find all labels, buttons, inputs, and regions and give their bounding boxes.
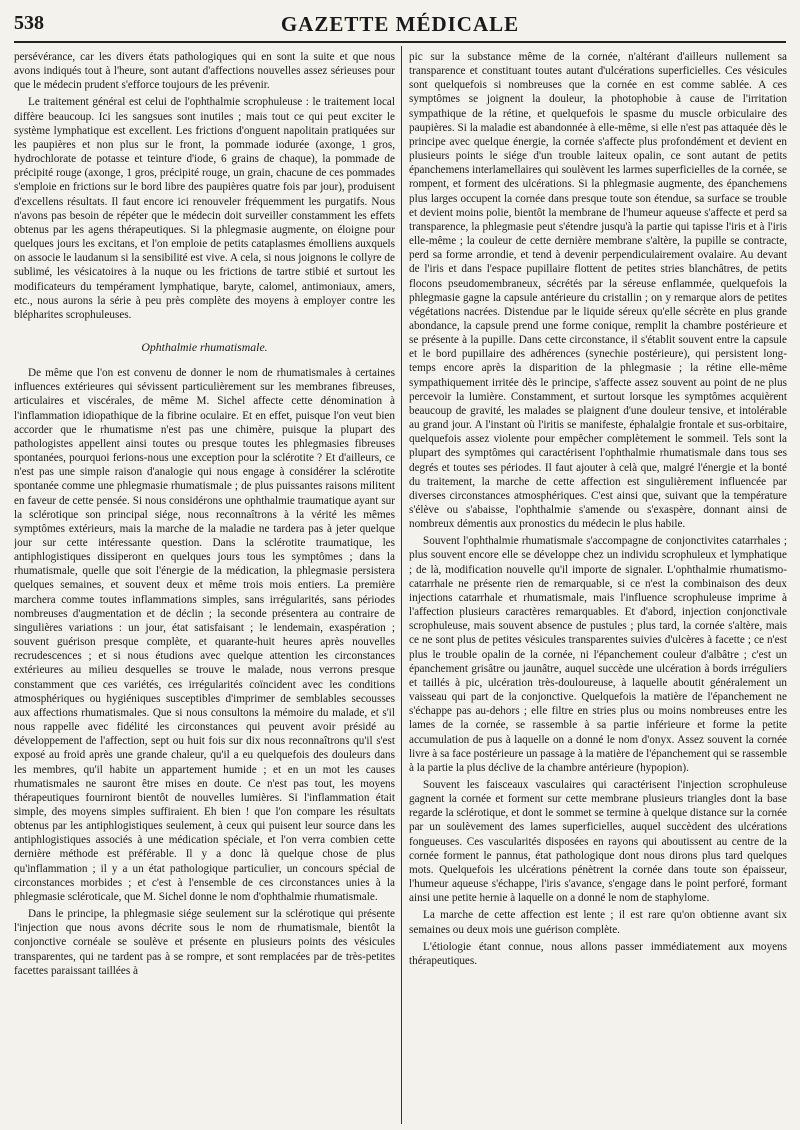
paragraph: Souvent les faisceaux vasculaires qui caractérisent l'injection scrophuleuse gagnent la cornée et forment sur cette membrane plusieurs triangles dont la base regarde la sclérotique, et dont le sommet se termine à quelque distance sur la cornée par un soulèvement des lames superficielles, auquel succèdent des ulcérations fongueuses. Ces vascularités disposées en rayons qui aboutissent au centre de la cornée forment le pannus, état pathologique dont nous dirons plus tard quelques mots. Quelquefois les ulcérations pénètrent la cornée dans toute son épaisseur, l'humeur aqueuse s'échappe, l'iris s'avance, s'engage dans le point perforé, formant ainsi une petite hernie à laquelle on a donné le nom de staphylome. [409,778,787,905]
paragraph: pic sur la substance même de la cornée, n'altérant d'ailleurs nullement sa transparence et constituant toutes autant d'ulcérations superficielles. Ces vésicules sont quelquefois si nombreuses que la cornée en est comme sablée. A ces symptômes se joignent la douleur, la photophobie à cause de l'irritation sympathique de la rétine, et quelquefois le spasme du muscle orbiculaire des paupières. Si la maladie est abandonnée à elle-même, si elle n'est pas attaquée dès le principe avec quelque énergie, la cornée s'affecte plus profondément et devient en plusieurs points le siége d'un trouble laiteux opalin, ce sont autant de petits épanchemens interlamellaires qui soulèvent les larmes superficielles de la cornée, se rompent, et forment des ulcérations. Si la phlegmasie augmente, des épanchemens plus larges occupent la cornée dans presque toute son étendue, sa surface se trouble et devient moins polie, bientôt la membrane de l'humeur aqueuse s'affecte et perd sa transparence, la phlegmasie peut s'étendre jusqu'à la partie qui tapisse l'iris et à l'iris elle-même ; la couleur de cette dernière membrane s'altère, la pupille se contracte, perd sa forme arrondie, et tend à devenir perpendiculairement ovalaire. Au devant de l'iris et dans l'espace pupillaire flottent de petites stries blanchâtres, de petits flocons pseudomembraneux, sécrétés par la séreuse enflammée, quelquefois la phlegmasie gagne la capsule antérieure du cristallin ; on y remarque alors de petites végétations nacrées. Distendue par le liquide séreux qu'elle sécrète en plus grande abondance, la capsule prend une forme conique, remplit la chambre postérieure et se présente à la pupille. Dans cette circonstance, il s'établit souvent entre la capsule et le bord pupillaire des adhérences (synechie postérieure), qui persistent long-temps encore après la disparition de la phlegmasie ; la rétine elle-même sympathiquement irritée dès le principe, s'affecte assez souvent au point de ne plus percevoir la lumière. Constamment, et surtout lorsque les symptômes acquièrent beaucoup de gravité, les malades se plaignent d'une douleur tensive, et intolérable au grand jour. A l'instant où l'iritis se manifeste, éphalalgie frontale et sus-orbitaire, quelquefois assez violente pour empêcher complètement le sommeil. Tels sont la plupart des symptômes qui caractérisent l'ophthalmie rhumatismale dans tous ses degrés et toutes ses périodes. Il faut ajouter à celà que, malgré l'énergie et la bonté du traitement, la marche de cette affection est singulièrement influencée par diverses circonstances atmosphériques. C'est ainsi que, suivant que la température s'élève ou s'abaisse, l'ophthalmie s'amende ou s'exaspère, donnant ainsi de nombreux démentis aux pronostics du médecin le plus habile. [409,51,787,531]
left-column [14,50,395,1125]
journal-title: GAZETTE MÉDICALE [280,12,520,36]
paragraph: persévérance, car les divers états pathologiques qui en sont la suite et que nous avons indiqués tout à l'heure, sont autant d'affections nouvelles assez sérieuses pour que le médecin prudent s'efforce toujours de les prévenir. [14,51,395,92]
paragraph: Dans le principe, la phlegmasie siége seulement sur la sclérotique qui présente l'injection que nous avons décrite sous le nom de rhumatismale, bientôt la conjonctive cornéale se soulève et présente en plusieurs points des vésicules transparentes, qui ne tardent pas à se rompre, et sont remplacées par de très-petites facettes paraissant taillées à [14,908,395,977]
header-rule [14,41,786,43]
section-title: Ophthalmie rhumatismale. [141,339,268,354]
right-column [409,50,787,1125]
page-number: 538 [14,12,44,34]
page-header [14,12,786,38]
paragraph: L'étiologie étant connue, nous allons passer immédiatement aux moyens thérapeutiques. [409,940,787,967]
paragraph: La marche de cette affection est lente ; il est rare qu'on obtienne avant six semaines ou deux mois une guérison complète. [409,909,787,936]
paragraph: De même que l'on est convenu de donner le nom de rhumatismales à certaines influences extérieures qui sévissent particulièrement sur les membranes fibreuses, articulaires et viscérales, de même M. Sichel affecte cette dénomination à l'inflammation idiopathique de la fibrine oculaire. Et en effet, puisque l'on veut bien accorder que le rhumatisme n'est pas une chimère, puisque la plupart des pathologistes appellent ainsi toutes ou presque toutes les phlegmasies fibreuses spontanées, pourquoi ferions-nous une exception pour la sclérotite ? Et d'ailleurs, ce n'est pas une simple raison d'analogie qui nous engage à considérer la sclérotite spontanée comme une phlegmasie rhumatismale ; de plus puissantes raisons militent en faveur de cette pensée. Si nous considérons une ophthalmie traumatique ayant sur la sclérotique son principal siége, nous reconnaîtrons à la vérité les mêmes symptômes extérieurs, mais la marche de la maladie ne tardera pas à jeter quelque jour sur cette intéressante question. Dans la sclérotite traumatique, les antiphlogistiques dissiperont en quelques jours tous les symptômes ; dans la rhumatismale, quelle que soit l'énergie de la médication, la phlegmasie persistera quelques semaines, et souvent deux et même trois mois entiers. La première marchera comme toutes inflammations simples, sans irrégularités, sans périodes nombreuses d'augmentation et de déclin ; la seconde présentera au contraire de singulières variations : un jour, état satisfaisant ; le lendemain, exaspération ; souvent guérison presque complète, et quarante-huit heures après nouvelles recrudescences ; et si nous étudions avec quelque attention les circonstances extérieures au milieu desquelles se trouve le malade, nous verrons presque constamment que ces variétés, ces irrégularités coïncident avec les conditions atmosphériques ou hygiéniques susceptibles d'imprimer de semblables secousses aux affections rhumatismales. Que si nous consultons la mémoire du malade, et s'il nous rappelle avec fidélité les circonstances qui peuvent avoir présidé au développement de l'affection, sept ou huit fois sur dix nous reconnaîtrons qu'il s'est exposé au froid après une grande chaleur, qu'il a eu quelquefois des douleurs dans les membres, qu'il habite un appartement humide ; et en un mot les causes rhumatismales ne sauront être mises en doute. Ce n'est pas tout, les moyens thérapeutiques fourniront bientôt de nouvelles lumières. Si l'inflammation était simple, des moyens simples suffiraient. Eh bien ! que l'on compare les résultats obtenus par les antiphlogistiques seulement, à ceux qui puisent leur source dans les antiphlogistiques associés à une médication spéciale, et l'on verra combien cette dernière méthode est préférable. Il y a donc là quelque chose de plus qu'inflammation ; il y a un état pathologique particulier, un concours spécial de circonstances morbides ; et c'est à l'ensemble de ces circonstances unies à la phlegmasie scléroticale, que M. Sichel donne le nom d'ophthalmie rhumatismale. [14,367,395,903]
paragraph: Souvent l'ophthalmie rhumatismale s'accompagne de conjonctivites catarrhales ; plus souvent encore elle se développe chez un individu scrophuleux et lymphatique ; de là, modification nouvelle qu'il importe de signaler. L'ophthalmie rhumatismo-catarrhale ne présente rien de remarquable, si ce n'est la combinaison des deux injections catarrhale et rhumatismale, mais l'influence scrophuleuse imprime à l'affection plusieurs caractères remarquables. Et d'abord, injection conjonctivale scrophuleuse, mais souvent absence de pustules ; plus tard, la cornée s'altère, mais ce ne sont plus de petites vésicules transparentes suivies d'ulcères à facette ; ce n'est plus le trouble opalin de la cornée, ni l'épanchement couleur d'albâtre ; c'est un épanchement grisâtre ou jaunâtre, auquel succède une ulcération à bords irréguliers et taillés à pic, ulcération très-douloureuse, à laquelle aboutit généralement un vaisseau qui part de la conjonctive. Quelquefois la matière de l'épanchement ne s'échappe pas au-dehors ; elle filtre en stries plus ou moins nombreuses entre les lames de la cornée, se rassemble à sa partie inférieure et forme la petite accumulation de pus à laquelle on a donné le nom d'onyx. Assez souvent la cornée livre à sa face postérieure un passage à la matière de l'épanchement qui se rassemble à la partie la plus déclive de la chambre antérieure (hypopion). [409,535,787,774]
paragraph: Le traitement général est celui de l'ophthalmie scrophuleuse : le traitement local diffère beaucoup. Ici les sangsues sont inutiles ; mais tout ce qui peut exciter le système lymphatique est excellent. Les frictions d'onguent napolitain pratiquées sur les paupières et non plus sur le front, la pommade iodurée (axonge, 1 gros, hydrochlorate de potasse et teinture d'iode, 6 grains de chaque), la pommade de précipité rouge (axonge, 1 gros, précipité rouge, un grain, chacune de ces pommades s'emploie en frictions sur le bord libre des paupières quatre fois par jour), produisent d'excellens résultats. Il faut encore ici renouveler fréquemment les purgatifs. Nous n'avons pas besoin de répéter que le médecin doit surveiller constamment les effets obtenus par les agens thérapeutiques. Si la phlegmasie augmente, on éloigne pour quelques jours les excitans, et l'on emploie de petits cataplasmes émolliens auxquels on associe le laudanum si la sensibilité est vive. A cela, si nous joignons le collyre de sublimé, les vésicatoires à la nuque ou les frictions de tartre stibié et surtout les modificateurs du tempérament lymphatique, baryte, calomel, antimoniaux, amers, etc., nous aurons la série à peu près complète des moyens à employer contre les blépharites scrophuleuses. [14,96,395,321]
column-divider [401,46,402,1124]
